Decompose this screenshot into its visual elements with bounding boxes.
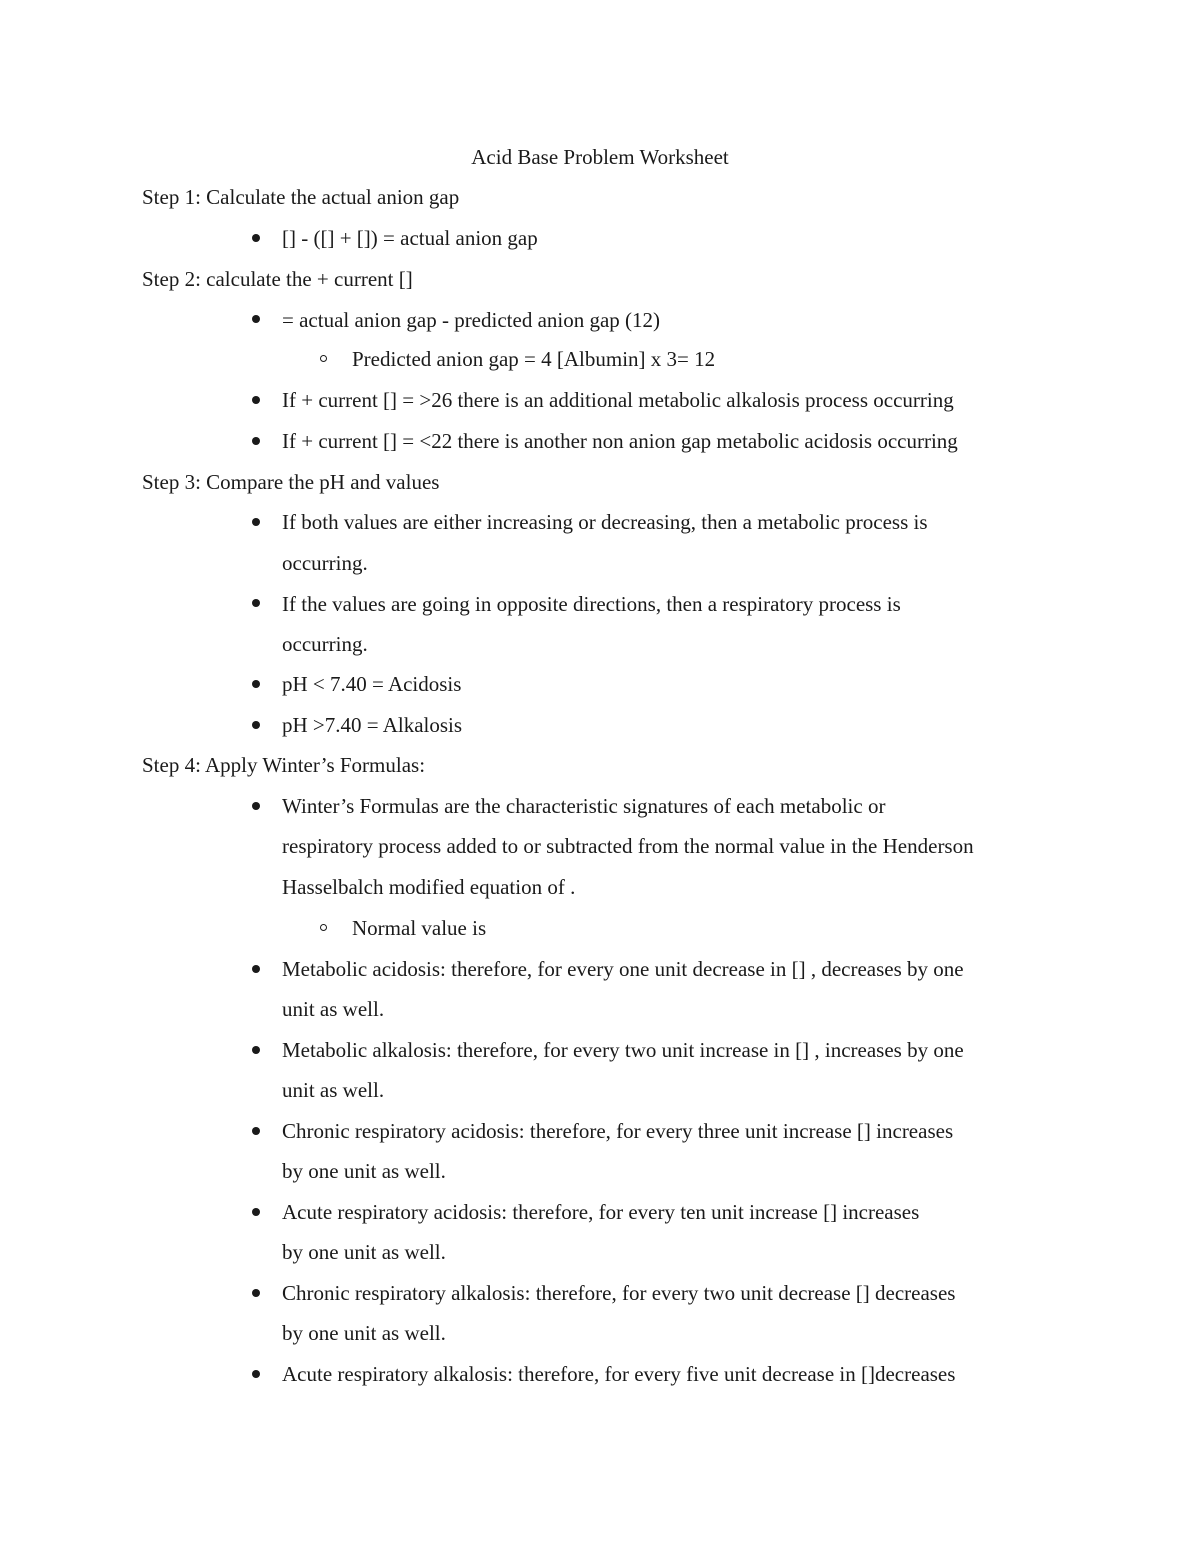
step4-item: Metabolic acidosis: therefore, for every one unit decrease in [] , decreases by one	[282, 957, 964, 981]
step3-item: If both values are either increasing or decreasing, then a metabolic process is	[282, 510, 928, 534]
step4-item-continued: respiratory process added to or subtracted from the normal value in the Henderson	[282, 834, 974, 858]
bullet-icon	[252, 234, 260, 242]
step4-item: Chronic respiratory acidosis: therefore, for every three unit increase [] increases	[282, 1119, 954, 1143]
step4-item-continued: unit as well.	[282, 1078, 385, 1102]
bullet-icon	[252, 396, 260, 404]
step4-subitem: Normal value is	[352, 916, 487, 940]
bullet-icon	[252, 518, 260, 526]
bullet-icon	[252, 315, 260, 323]
bullet-icon	[252, 1127, 260, 1135]
sub-bullet-icon	[320, 355, 327, 362]
bullet-icon	[252, 802, 260, 810]
step4-item: Winter’s Formulas are the characteristic signatures of each metabolic or	[282, 794, 886, 818]
bullet-icon	[252, 1208, 260, 1216]
step3-item: pH < 7.40 = Acidosis	[282, 672, 462, 696]
step4-item-continued: unit as well.	[282, 997, 385, 1021]
bullet-icon	[252, 965, 260, 973]
step4-item-continued: Hasselbalch modified equation of .	[282, 875, 576, 899]
step3-heading: Step 3: Compare the pH and values	[142, 470, 440, 494]
bullet-icon	[252, 1289, 260, 1297]
page-title: Acid Base Problem Worksheet	[471, 145, 729, 169]
step4-item: Acute respiratory alkalosis: therefore, for every five unit decrease in []decreases	[282, 1362, 956, 1386]
bullet-icon	[252, 1370, 260, 1378]
sub-bullet-icon	[320, 924, 327, 931]
step4-item: Acute respiratory acidosis: therefore, for every ten unit increase [] increases	[282, 1200, 920, 1224]
step2-item: If + current [] = <22 there is another non anion gap metabolic acidosis occurring	[282, 429, 958, 453]
bullet-icon	[252, 437, 260, 445]
step3-item: pH >7.40 = Alkalosis	[282, 713, 463, 737]
step2-subitem: Predicted anion gap = 4 [Albumin] x 3= 12	[352, 347, 716, 371]
step3-item-continued: occurring.	[282, 551, 368, 575]
step4-item: Metabolic alkalosis: therefore, for every two unit increase in [] , increases by one	[282, 1038, 964, 1062]
bullet-icon	[252, 721, 260, 729]
bullet-icon	[252, 1046, 260, 1054]
bullet-icon	[252, 599, 260, 607]
step3-item: If the values are going in opposite directions, then a respiratory process is	[282, 592, 901, 616]
step4-item-continued: by one unit as well.	[282, 1159, 446, 1183]
step3-item-continued: occurring.	[282, 632, 368, 656]
step4-item-continued: by one unit as well.	[282, 1240, 446, 1264]
step4-heading: Step 4: Apply Winter’s Formulas:	[142, 753, 426, 777]
step1-heading: Step 1: Calculate the actual anion gap	[142, 185, 460, 209]
step1-item: [] - ([] + []) = actual anion gap	[282, 226, 538, 250]
step4-item-continued: by one unit as well.	[282, 1321, 446, 1345]
bullet-icon	[252, 680, 260, 688]
step2-item: If + current [] = >26 there is an additional metabolic alkalosis process occurring	[282, 388, 954, 412]
step2-item: = actual anion gap - predicted anion gap (12)	[282, 308, 661, 332]
step4-item: Chronic respiratory alkalosis: therefore, for every two unit decrease [] decreases	[282, 1281, 956, 1305]
step2-heading: Step 2: calculate the + current []	[142, 267, 413, 291]
